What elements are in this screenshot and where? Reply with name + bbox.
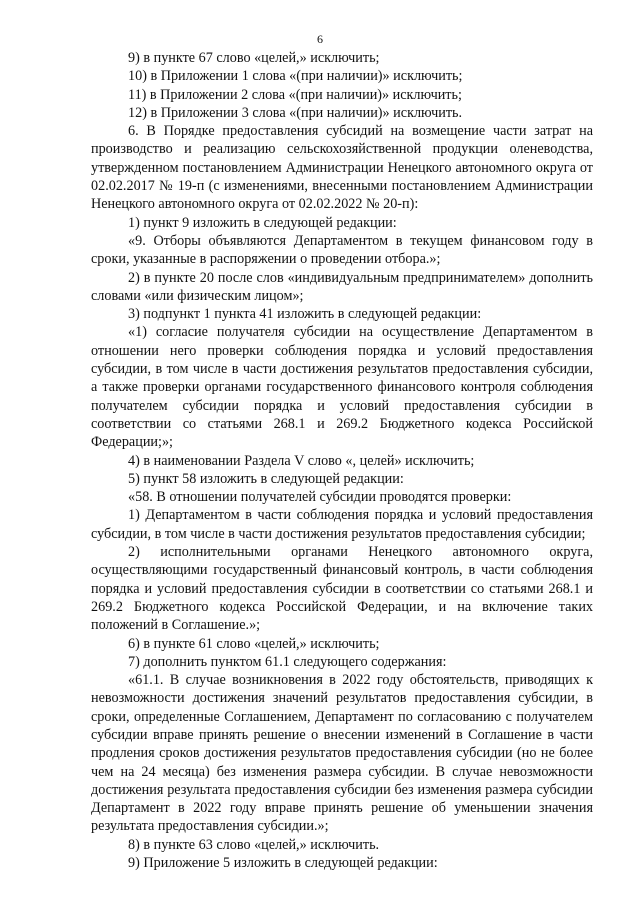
- paragraph: «9. Отборы объявляются Департаментом в текущем финансовом году в сроки, указанные в распоряжении о проведении отбора.»;: [91, 232, 593, 268]
- paragraph: 7) дополнить пунктом 61.1 следующего содержания:: [128, 653, 447, 670]
- paragraph: 6) в пункте 61 слово «целей,» исключить;: [128, 635, 380, 652]
- paragraph: 4) в наименовании Раздела V слово «, целей» исключить;: [128, 452, 475, 469]
- paragraph: 9) в пункте 67 слово «целей,» исключить;: [128, 50, 380, 66]
- paragraph: 6. В Порядке предоставления субсидий на возмещение части затрат на производство и реализацию сельскохозяйственной продукции оленеводства, утвержденном постановлением Администрации Ненецкого автономного округа от 02.02.2017 № 19-п (с изменениями, внесенными постановлением Администрации Ненецкого автономного округа от 02.02.2022 № 20-п):: [91, 123, 593, 213]
- document-body: [91, 49, 593, 872]
- paragraph: «61.1. В случае возникновения в 2022 году обстоятельств, приводящих к невозможности достижения значений результатов предоставления субсидии, в сроки, определенные Соглашением, Департамент по согласованию с получателем субсидии вправе принять решение о внесении изменений в Соглашение в части продления сроков достижения результатов предоставления субсидии (но не более чем на 24 месяца) без изменения размера субсидии. В случае невозможности достижения результата предоставления субсидии без изменения размера субсидии Департамент в 2022 году вправе принять решение об уменьшении значения результата предоставления субсидии.»;: [91, 672, 593, 835]
- paragraph: 12) в Приложении 3 слова «(при наличии)» исключить.: [128, 104, 463, 121]
- paragraph: 3) подпункт 1 пункта 41 изложить в следующей редакции:: [128, 306, 482, 323]
- paragraph: 5) пункт 58 изложить в следующей редакции:: [128, 470, 404, 487]
- paragraph: 2) исполнительными органами Ненецкого автономного округа, осуществляющими государственный финансовый контроль, в части соблюдения порядка и условий предоставления субсидии в соответствии со статьями 268.1 и 269.2 Бюджетного кодекса Российской Федерации, и на включение таких положений в Соглашение.»;: [91, 544, 593, 634]
- paragraph: 1) пункт 9 изложить в следующей редакции:: [128, 214, 397, 231]
- page-number: 6: [317, 32, 323, 46]
- paragraph: 1) Департаментом в части соблюдения порядка и условий предоставления субсидии, в том числе в части достижения результатов предоставления субсидии;: [91, 507, 593, 542]
- paragraph: «58. В отношении получателей субсидии проводятся проверки:: [128, 489, 512, 506]
- paragraph: «1) согласие получателя субсидии на осуществление Департаментом в отношении него проверки соблюдения порядка и условий предоставления субсидии, в том числе в части достижения результатов предоставления субсидии, а также проверки органами государственного финансового контроля соблюдения получателем субсидии порядка и условий предоставления субсидии в соответствии со статьями 268.1 и 269.2 Бюджетного кодекса Российской Федерации;»;: [91, 324, 593, 451]
- paragraph: 2) в пункте 20 после слов «индивидуальным предпринимателем» дополнить словами «или физическим лицом»;: [91, 269, 593, 304]
- paragraph: 8) в пункте 63 слово «целей,» исключить.: [128, 836, 380, 853]
- paragraph: 9) Приложение 5 изложить в следующей редакции:: [128, 855, 438, 872]
- paragraph: 10) в Приложении 1 слова «(при наличии)» исключить;: [128, 68, 463, 85]
- paragraph: 11) в Приложении 2 слова «(при наличии)» исключить;: [128, 86, 462, 103]
